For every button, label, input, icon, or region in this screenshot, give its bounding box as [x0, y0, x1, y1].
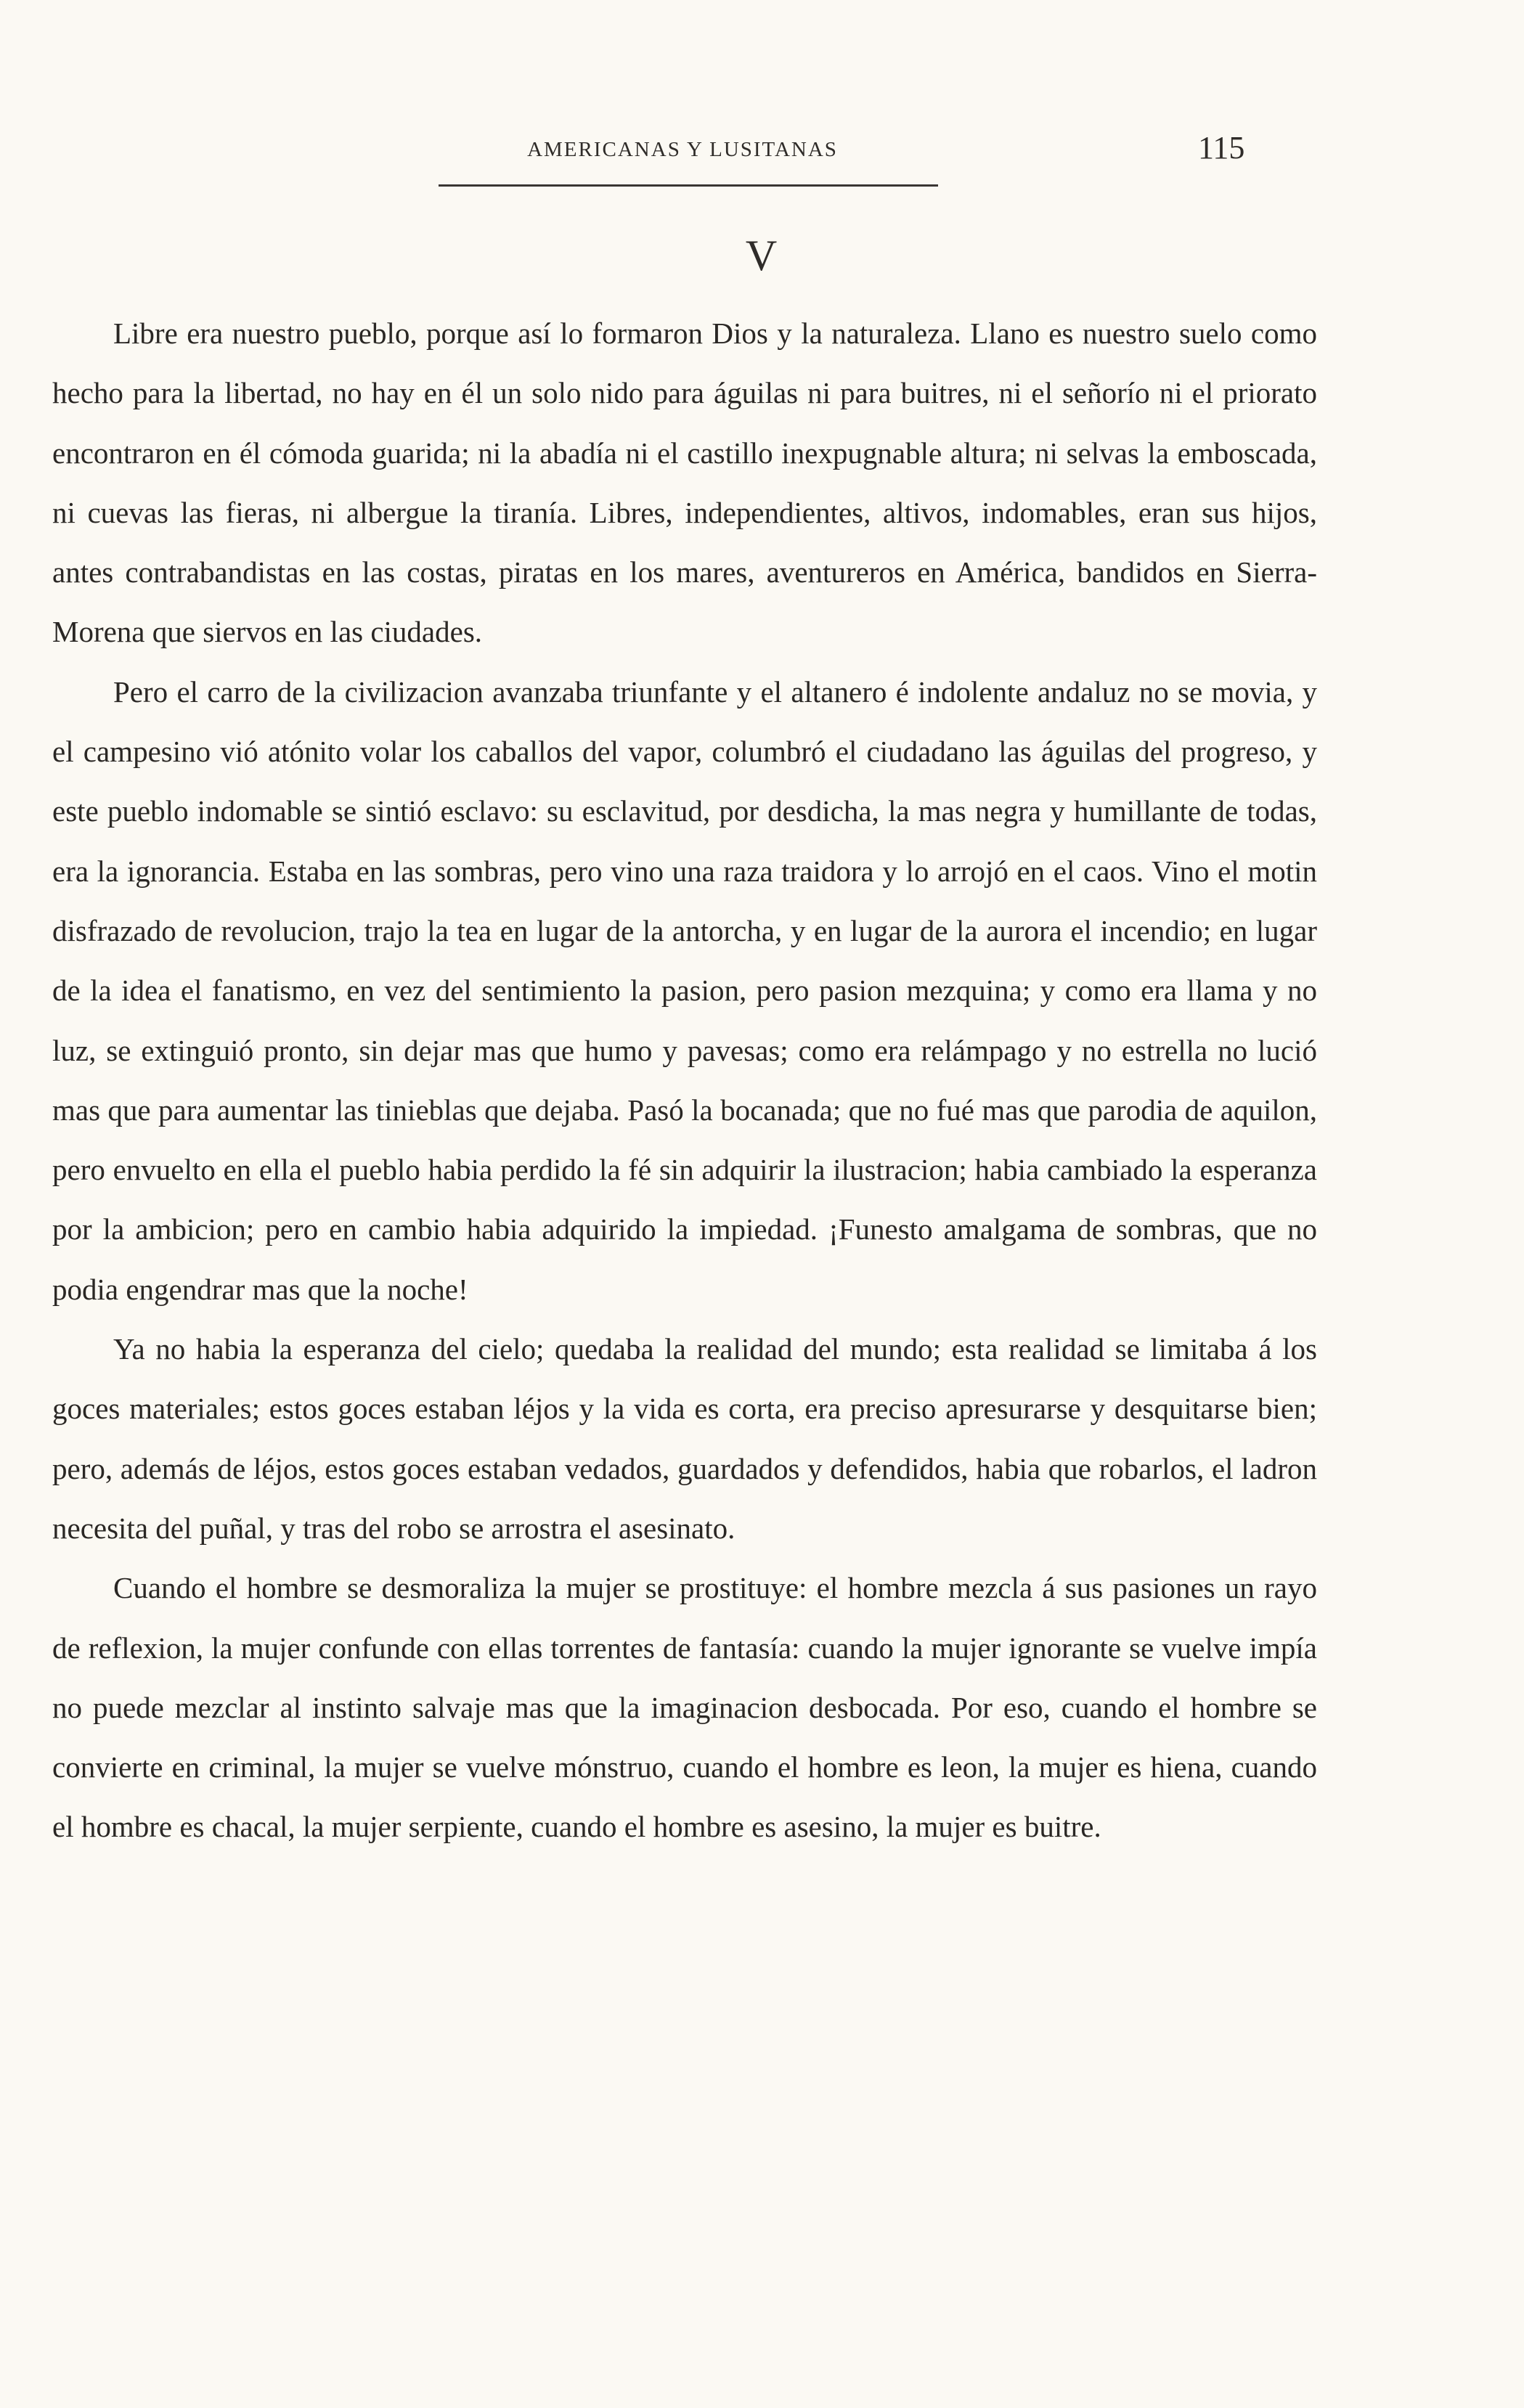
paragraph: Libre era nuestro pueblo, porque así lo formaron Dios y la naturaleza. Llano es nuestro suelo como hecho para la libertad, no hay en él un solo nido para águilas ni para buitres, ni el señorío ni el priorato encontraron en él cómoda guarida; ni la abadía ni el castillo inexpugnable altura; ni selvas la emboscada, ni cuevas las fieras, ni albergue la tiranía. Libres, independientes, altivos, indomables, eran sus hijos, antes contrabandistas en las costas, piratas en los mares, aventureros en América, bandidos en Sierra-Morena que siervos en las ciudades. [52, 317, 1317, 649]
paragraph: Ya no habia la esperanza del cielo; quedaba la realidad del mundo; esta realidad se limitaba á los goces materiales; estos goces estaban léjos y la vida es corta, era preciso apresurarse y desquitarse bien; pero, además de léjos, estos goces estaban vedados, guardados y defendidos, habia que robarlos, el ladron necesita del puñal, y tras del robo se arrostra el asesinato. [52, 1332, 1317, 1545]
header-rule [439, 184, 938, 187]
paragraph: Pero el carro de la civilizacion avanzaba triunfante y el altanero é indolente andaluz no se movia, y el campesino vió atónito volar los caballos del vapor, columbró el ciudadano las águilas del progreso, y este pueblo indomable se sintió esclavo: su esclavitud, por desdicha, la mas negra y humillante de todas, era la ignorancia. Estaba en las sombras, pero vino una raza traidora y lo arrojó en el caos. Vino el motin disfrazado de revolucion, trajo la tea en lugar de la antorcha, y en lugar de la aurora el incendio; en lugar de la idea el fanatismo, en vez del sentimiento la pasion, pero pasion mezquina; y como era llama y no luz, se extinguió pronto, sin dejar mas que humo y pavesas; como era relámpago y no estrella no lució mas que para aumentar las tinieblas que dejaba. Pasó la bocanada; que no fué mas que parodia de aquilon, pero envuelto en ella el pueblo habia perdido la fé sin adquirir la ilustracion; habia cambiado la esperanza por la ambicion; pero en cambio habia adquirido la impiedad. ¡Funesto amalgama de sombras, que no podia engendrar mas que la noche! [52, 674, 1317, 1306]
body-text [52, 303, 1317, 1857]
section-numeral: V [745, 232, 779, 279]
page-number: 115 [1198, 130, 1245, 166]
page-header [0, 129, 1524, 187]
running-title: AMERICANAS Y LUSITANAS [527, 138, 838, 161]
paragraph: Cuando el hombre se desmoraliza la mujer se prostituye: el hombre mezcla á sus pasiones un rayo de reflexion, la mujer confunde con ellas torrentes de fantasía: cuando la mujer ignorante se vuelve impía no puede mezclar al instinto salvaje mas que la imaginacion desbocada. Por eso, cuando el hombre se convierte en criminal, la mujer se vuelve mónstruo, cuando el hombre es leon, la mujer es hiena, cuando el hombre es chacal, la mujer serpiente, cuando el hombre es asesino, la mujer es buitre. [52, 1571, 1317, 1844]
